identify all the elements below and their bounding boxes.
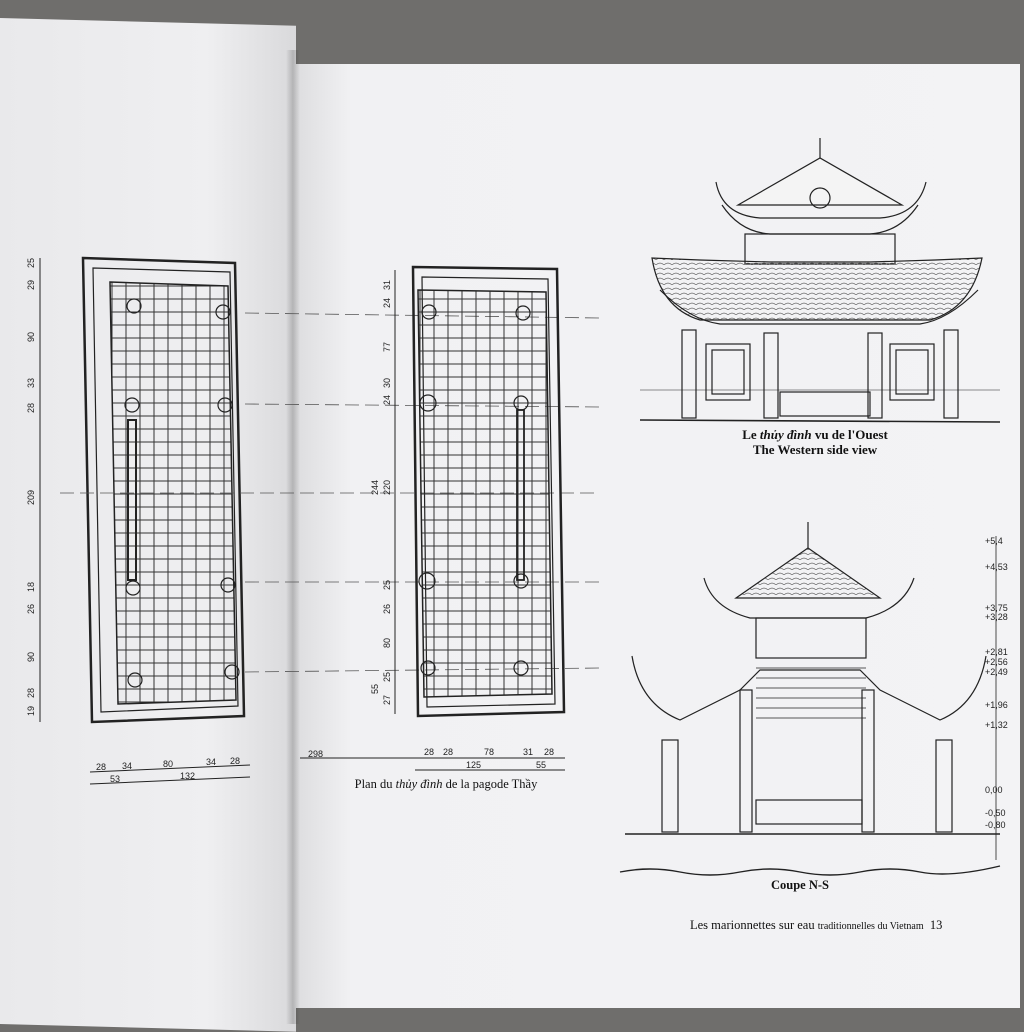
svg-text:26: 26 — [26, 603, 36, 614]
svg-text:24: 24 — [382, 394, 392, 405]
svg-text:-0,50: -0,50 — [985, 808, 1006, 818]
caption-floor-plan: Plan du thủy đình de la pagode Thầy — [354, 777, 538, 791]
svg-text:55: 55 — [536, 760, 547, 770]
svg-text:26: 26 — [382, 603, 392, 614]
svg-text:-0,80: -0,80 — [985, 820, 1006, 830]
svg-text:+4,53: +4,53 — [985, 562, 1008, 572]
right-plan-bottom-dimensions — [300, 747, 565, 770]
svg-text:28: 28 — [26, 687, 36, 698]
svg-text:19: 19 — [26, 705, 36, 716]
svg-text:132: 132 — [180, 771, 196, 781]
svg-text:34: 34 — [122, 761, 133, 771]
svg-text:30: 30 — [382, 377, 392, 388]
svg-text:+2,81: +2,81 — [985, 647, 1008, 657]
svg-text:78: 78 — [484, 747, 495, 757]
svg-text:298: 298 — [308, 749, 324, 759]
svg-text:28: 28 — [230, 756, 241, 766]
western-elevation-drawing — [640, 138, 1000, 422]
svg-text:31: 31 — [523, 747, 534, 757]
caption-western-view — [700, 428, 930, 458]
svg-text:18: 18 — [26, 581, 36, 592]
caption-western-view-en: The Western side view — [752, 441, 878, 457]
svg-text:125: 125 — [466, 760, 482, 770]
svg-text:28: 28 — [96, 762, 107, 772]
svg-text:+1,96: +1,96 — [985, 700, 1008, 710]
svg-text:25: 25 — [382, 579, 392, 590]
svg-text:31: 31 — [382, 279, 392, 290]
svg-text:+1,32: +1,32 — [985, 720, 1008, 730]
caption-western-view-fr: Le thủy đình vu de l'Ouest — [742, 427, 888, 442]
svg-text:28: 28 — [443, 747, 454, 757]
svg-text:+3,28: +3,28 — [985, 612, 1008, 622]
svg-text:25: 25 — [26, 257, 36, 268]
caption-section: Coupe N-S — [771, 878, 829, 892]
svg-text:77: 77 — [382, 341, 392, 352]
left-plan-vertical-dimensions — [26, 258, 36, 716]
right-floor-plan — [395, 267, 564, 716]
svg-text:+2,56: +2,56 — [985, 657, 1008, 667]
svg-text:80: 80 — [163, 759, 174, 769]
svg-text:34: 34 — [206, 757, 217, 767]
svg-text:53: 53 — [110, 774, 121, 784]
svg-text:27: 27 — [382, 694, 392, 705]
left-floor-plan — [40, 258, 244, 722]
svg-text:90: 90 — [26, 651, 36, 662]
north-south-section-drawing — [620, 522, 1000, 875]
svg-text:28: 28 — [544, 747, 555, 757]
right-plan-vertical-dimensions — [370, 280, 392, 705]
svg-text:+2,49: +2,49 — [985, 667, 1008, 677]
svg-text:28: 28 — [26, 402, 36, 413]
svg-text:244: 244 — [370, 479, 380, 495]
svg-text:0,00: 0,00 — [985, 785, 1003, 795]
svg-text:29: 29 — [26, 279, 36, 290]
footer-title: Les marionnettes sur eau — [690, 918, 818, 932]
left-plan-bottom-dimensions — [90, 756, 250, 784]
svg-text:55: 55 — [370, 683, 380, 694]
svg-text:+5,4: +5,4 — [985, 536, 1003, 546]
svg-text:80: 80 — [382, 637, 392, 648]
svg-text:25: 25 — [382, 671, 392, 682]
svg-text:24: 24 — [382, 297, 392, 308]
footer-title-small: traditionnelles du Vietnam — [817, 921, 924, 932]
svg-text:209: 209 — [26, 489, 36, 505]
svg-text:220: 220 — [382, 479, 392, 495]
page-number: 13 — [929, 918, 943, 932]
svg-text:28: 28 — [424, 747, 435, 757]
svg-text:90: 90 — [26, 331, 36, 342]
svg-text:+3,75: +3,75 — [985, 603, 1008, 613]
svg-text:33: 33 — [26, 377, 36, 388]
page-footer — [690, 918, 942, 933]
